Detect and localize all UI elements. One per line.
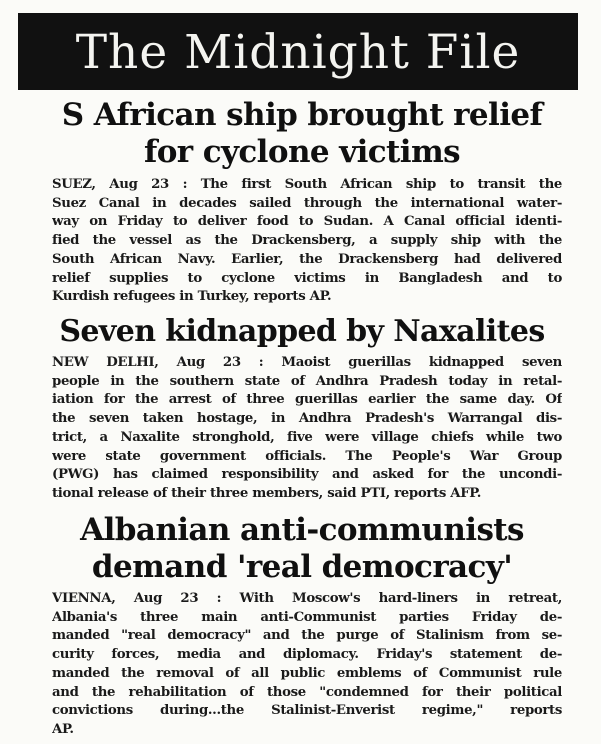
- story3-headline-line2: demand 'real democracy': [91, 549, 513, 585]
- story2-line: (PWG) has claimed responsibility and asked for the uncondi-: [52, 467, 562, 483]
- story3-line: convictions during...the Stalinist-Enverist regime," reports: [52, 703, 562, 719]
- story2-line: people in the southern state of Andhra Pradesh today in retal-: [52, 373, 562, 389]
- story1-headline-line1: S African ship brought relief: [61, 97, 543, 133]
- story3-line: AP.: [52, 721, 74, 737]
- story2-line: the seven taken hostage, in Andhra Pradesh's Warrangal dis-: [52, 411, 562, 427]
- story3-line: curity forces, media and diplomacy. Friday's statement de-: [52, 647, 562, 663]
- masthead-banner: [18, 13, 578, 90]
- story3-line: manded "real democracy" and the purge of Stalinism from se-: [52, 628, 562, 644]
- story3-line: Albania's three main anti-Communist parties Friday de-: [52, 609, 562, 625]
- story3-body: [52, 590, 562, 740]
- story2-line: iation for the arrest of three guerillas earlier the same day. Of: [52, 392, 562, 408]
- story2-line: NEW DELHI, Aug 23 : Maoist guerillas kidnapped seven: [52, 355, 562, 370]
- story1-headline-line2: for cyclone victims: [143, 134, 461, 170]
- story1-line: fied the vessel as the Drackensberg, a supply ship with the: [52, 233, 562, 249]
- story2-headline: Seven kidnapped by Naxalites: [59, 314, 545, 349]
- story1-line: South African Navy. Earlier, the Drackensberg had delivered: [52, 251, 562, 267]
- story2-line: trict, a Naxalite stronghold, five were village chiefs while two: [52, 429, 562, 445]
- story1-line: SUEZ, Aug 23 : The first South African ship to transit the: [52, 177, 562, 192]
- story1-line: Kurdish refugees in Turkey, reports AP.: [52, 289, 332, 305]
- story1-body: [52, 176, 562, 307]
- story3-headline-line1: Albanian anti-communists: [80, 512, 524, 548]
- story3-line: and the rehabilitation of those "condemned for their political: [52, 684, 562, 700]
- masthead-title: The Midnight File: [75, 25, 521, 80]
- story2-line: tional release of their three members, said PTI, reports AFP.: [52, 485, 482, 501]
- story3-line: manded the removal of all public emblems of Communist rule: [52, 665, 562, 681]
- story2-body: [52, 354, 562, 504]
- story3-line: VIENNA, Aug 23 : With Moscow's hard-liners in retreat,: [52, 591, 562, 606]
- story1-line: way on Friday to deliver food to Sudan. A Canal official identi-: [52, 214, 562, 230]
- story1-line: relief supplies to cyclone victims in Bangladesh and to: [52, 270, 562, 286]
- story1-line: Suez Canal in decades sailed through the international water-: [52, 195, 562, 211]
- story2-line: were state government officials. The People's War Group: [52, 448, 562, 464]
